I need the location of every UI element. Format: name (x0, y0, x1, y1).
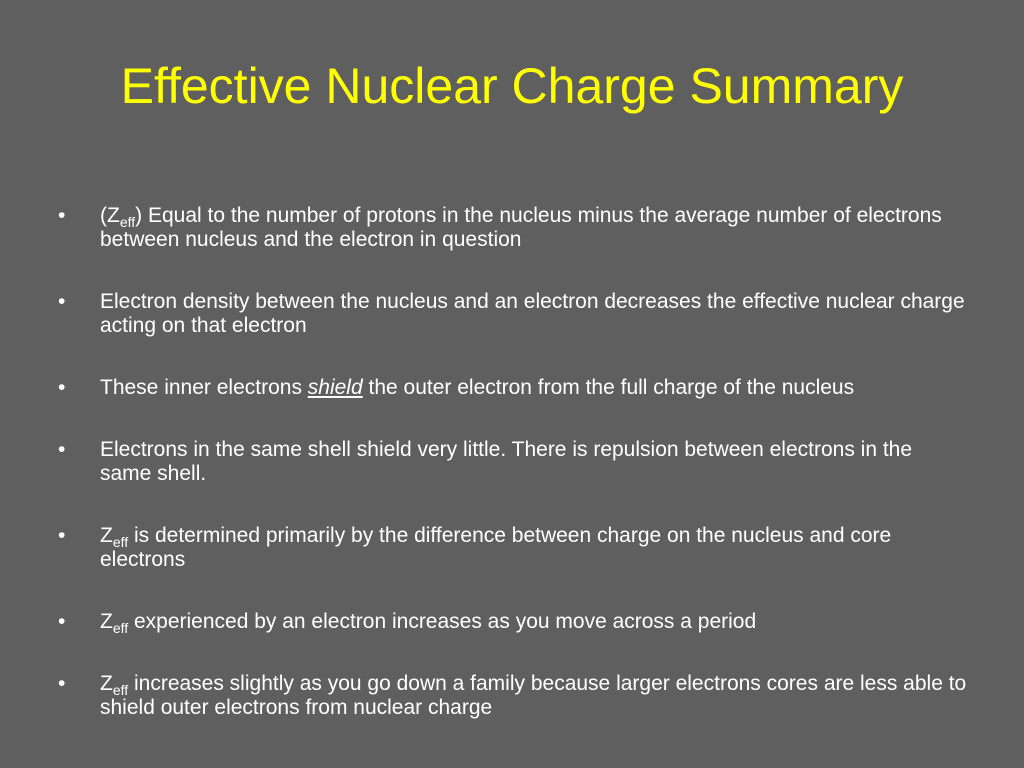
bullet-text: experienced by an electron increases as you move across a period (128, 610, 757, 633)
bullet-item-shielding (58, 376, 968, 400)
bullet-open-paren: ( (100, 204, 107, 227)
bullet-item-electron-density (58, 290, 968, 338)
bullet-item-zeff-period (58, 610, 968, 634)
bullet-text: Electron density between the nucleus and an electron decreases the effective nuclear charge acting on that electron (100, 290, 965, 337)
zeff-z: Z (107, 204, 120, 227)
bullet-dot-icon: • (58, 524, 66, 547)
slide-title: Effective Nuclear Charge Summary (120, 58, 904, 114)
bullet-text: increases slightly as you go down a family because larger electrons cores are less able to shield outer electrons from nuclear charge (100, 672, 967, 719)
zeff-subscript: eff (112, 682, 129, 698)
zeff-subscript: eff (112, 620, 129, 636)
bullet-dot-icon: • (58, 204, 66, 227)
bullet-dot-icon: • (58, 290, 66, 313)
bullet-item-zeff-definition (58, 204, 968, 252)
bullet-text-post: the outer electron from the full charge of the nucleus (362, 376, 855, 399)
bullet-text: ) Equal to the number of protons in the nucleus minus the average number of electrons between nucleus and the electron in question (100, 204, 942, 251)
bullet-dot-icon: • (58, 672, 66, 695)
bullet-item-same-shell (58, 438, 968, 486)
zeff-subscript: eff (119, 214, 136, 230)
bullet-text: Electrons in the same shell shield very little. There is repulsion between electrons in the same shell. (100, 438, 913, 485)
zeff-z: Z (100, 610, 113, 633)
shield-emphasis: shield (307, 376, 363, 399)
bullet-dot-icon: • (58, 376, 66, 399)
zeff-z: Z (100, 672, 113, 695)
zeff-subscript: eff (112, 534, 129, 550)
bullet-text: is determined primarily by the difference between charge on the nucleus and core electrons (100, 524, 892, 571)
bullet-text-pre: These inner electrons (100, 376, 308, 399)
bullet-item-zeff-family (58, 672, 968, 720)
bullet-item-zeff-determined (58, 524, 968, 572)
zeff-z: Z (100, 524, 113, 547)
bullet-dot-icon: • (58, 610, 66, 633)
bullet-list (58, 204, 968, 720)
bullet-dot-icon: • (58, 438, 66, 461)
